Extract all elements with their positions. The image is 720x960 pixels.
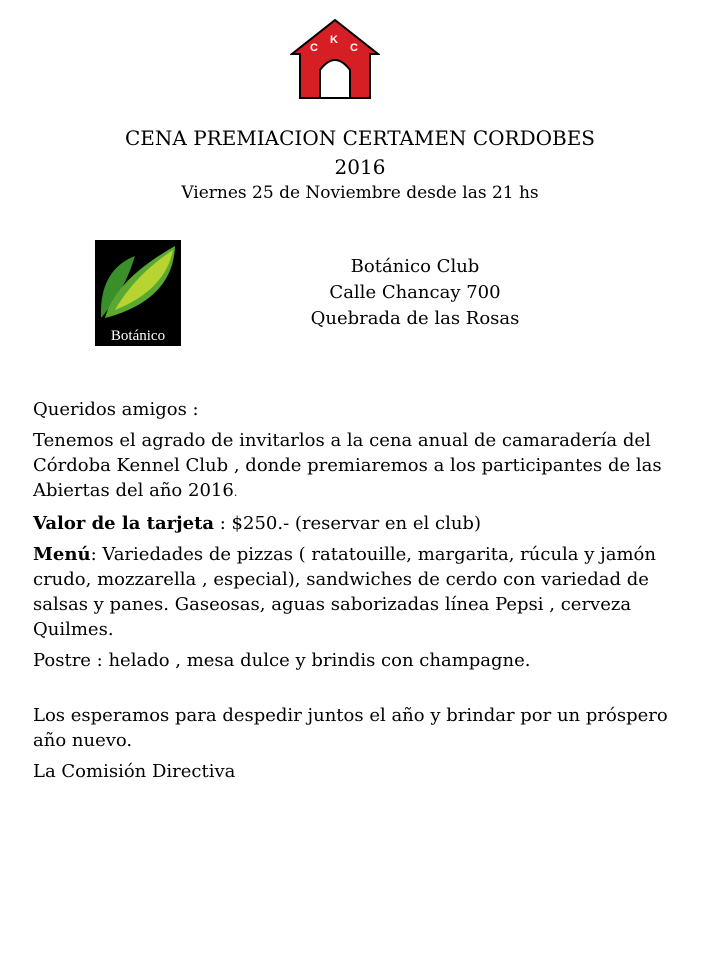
logo-letter-k: K	[330, 34, 338, 46]
menu-label: Menú	[33, 544, 91, 565]
price-text: : $250.- (reservar en el club)	[214, 513, 481, 534]
venue-area: Quebrada de las Rosas	[310, 308, 520, 329]
venue-street: Calle Chancay 700	[329, 282, 501, 303]
price-label: Valor de la tarjeta	[33, 513, 215, 534]
kennel-club-logo	[290, 18, 380, 104]
botanico-logo	[95, 240, 181, 346]
leaf-icon	[95, 240, 181, 346]
intro-year: 2016	[188, 480, 234, 501]
price-line	[33, 511, 693, 536]
event-title: CENA PREMIACION CERTAMEN CORDOBES	[124, 126, 596, 150]
venue-name: Botánico Club	[350, 256, 480, 277]
event-year: 2016	[334, 155, 386, 179]
botanico-logo-text: Botánico	[110, 328, 166, 344]
intro-paragraph	[33, 428, 693, 505]
logo-letter-c1: C	[310, 42, 318, 54]
greeting: Queridos amigos :	[33, 399, 199, 420]
event-date: Viernes 25 de Noviembre desde las 21 hs	[181, 183, 539, 203]
intro-text: Tenemos el agrado de invitarlos a la cena anual de camaradería del Córdoba Kennel Club , donde premiaremos a los participantes de las Abiertas del año	[33, 430, 662, 501]
signature: La Comisión Directiva	[33, 761, 236, 782]
intro-end: .	[233, 486, 238, 499]
menu-paragraph	[33, 542, 693, 642]
closing-paragraph: Los esperamos para despedir juntos el año y brindar por un próspero año nuevo.	[33, 705, 668, 751]
dessert-line: Postre : helado , mesa dulce y brindis con champagne.	[33, 650, 531, 671]
menu-text: : Variedades de pizzas ( ratatouille, margarita, rúcula y jamón crudo, mozzarella , especial), sandwiches de cerdo con variedad de salsas y panes. Gaseosas, aguas saborizadas línea Pepsi , cerveza Quilmes.	[33, 544, 656, 640]
logo-letter-c2: C	[350, 42, 358, 54]
letter-body	[33, 397, 693, 790]
